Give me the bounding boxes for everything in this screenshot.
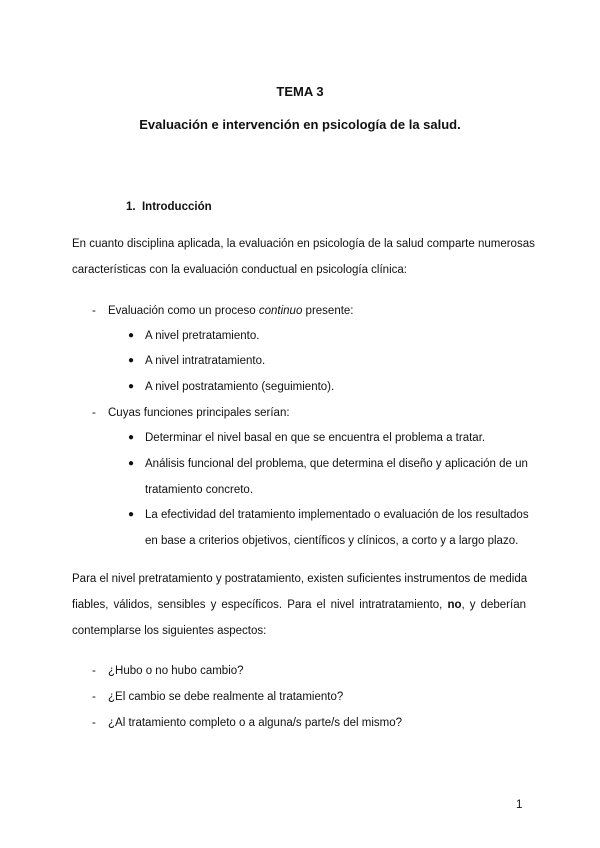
paragraph-2-text: fiables, válidos, sensibles y específicos. Para el nivel intratratamiento, xyxy=(72,599,448,611)
list-item-functions: Cuyas funciones principales serían: xyxy=(108,407,290,419)
intro-line-2: características con la evaluación conductual en psicología clínica: xyxy=(72,264,407,276)
tema-heading: TEMA 3 xyxy=(276,84,324,99)
bullet-icon: ● xyxy=(128,432,135,443)
document-title: Evaluación e intervención en psicología de la salud. xyxy=(139,117,461,132)
list-item-text: Evaluación como un proceso xyxy=(108,305,259,317)
dash-marker: - xyxy=(92,407,96,419)
sub-item-pretratamiento: A nivel pretratamiento. xyxy=(145,330,260,342)
question-cambio-tratamiento: ¿El cambio se debe realmente al tratamiento? xyxy=(108,691,344,703)
sub-item-analisis-line-1: Análisis funcional del problema, que determina el diseño y aplicación de un xyxy=(145,458,528,470)
paragraph-2-text-suffix: , y deberían xyxy=(461,599,526,611)
bullet-icon: ● xyxy=(128,381,135,392)
page-number: 1 xyxy=(516,799,523,811)
dash-marker: - xyxy=(92,691,96,703)
bullet-icon: ● xyxy=(128,458,135,469)
intro-line-1: En cuanto disciplina aplicada, la evaluación en psicología de la salud comparte numerosas xyxy=(72,238,535,250)
list-item-evaluation-process xyxy=(108,304,354,318)
dash-marker: - xyxy=(92,665,96,677)
list-item-text-suffix: presente: xyxy=(302,305,354,317)
section-heading xyxy=(126,200,212,214)
sub-item-postratamiento: A nivel postratamiento (seguimiento). xyxy=(145,381,335,393)
dash-marker: - xyxy=(92,305,96,317)
sub-item-nivel-basal: Determinar el nivel basal en que se encuentra el problema a tratar. xyxy=(145,432,486,444)
question-hubo-cambio: ¿Hubo o no hubo cambio? xyxy=(108,665,244,677)
paragraph-2-line-2 xyxy=(72,598,526,612)
sub-item-efectividad-line-2: en base a criterios objetivos, científicos y clínicos, a corto y a largo plazo. xyxy=(145,535,519,547)
sub-item-efectividad-line-1: La efectividad del tratamiento implementado o evaluación de los resultados xyxy=(145,509,529,521)
section-number: 1. xyxy=(126,201,136,213)
emphasis-no: no xyxy=(447,599,462,611)
question-tratamiento-completo: ¿Al tratamiento completo o a alguna/s parte/s del mismo? xyxy=(108,717,403,729)
section-title: Introducción xyxy=(141,201,212,213)
paragraph-2-line-3: contemplarse los siguientes aspectos: xyxy=(72,625,267,637)
bullet-icon: ● xyxy=(128,330,135,341)
sub-item-analisis-line-2: tratamiento concreto. xyxy=(145,484,254,496)
sub-item-intratratamiento: A nivel intratratamiento. xyxy=(145,355,266,367)
dash-marker: - xyxy=(92,717,96,729)
emphasis-continuo: continuo xyxy=(258,305,303,317)
bullet-icon: ● xyxy=(128,509,135,520)
paragraph-2-line-1: Para el nivel pretratamiento y postratamiento, existen suficientes instrumentos de medida xyxy=(72,573,528,585)
bullet-icon: ● xyxy=(128,355,135,366)
